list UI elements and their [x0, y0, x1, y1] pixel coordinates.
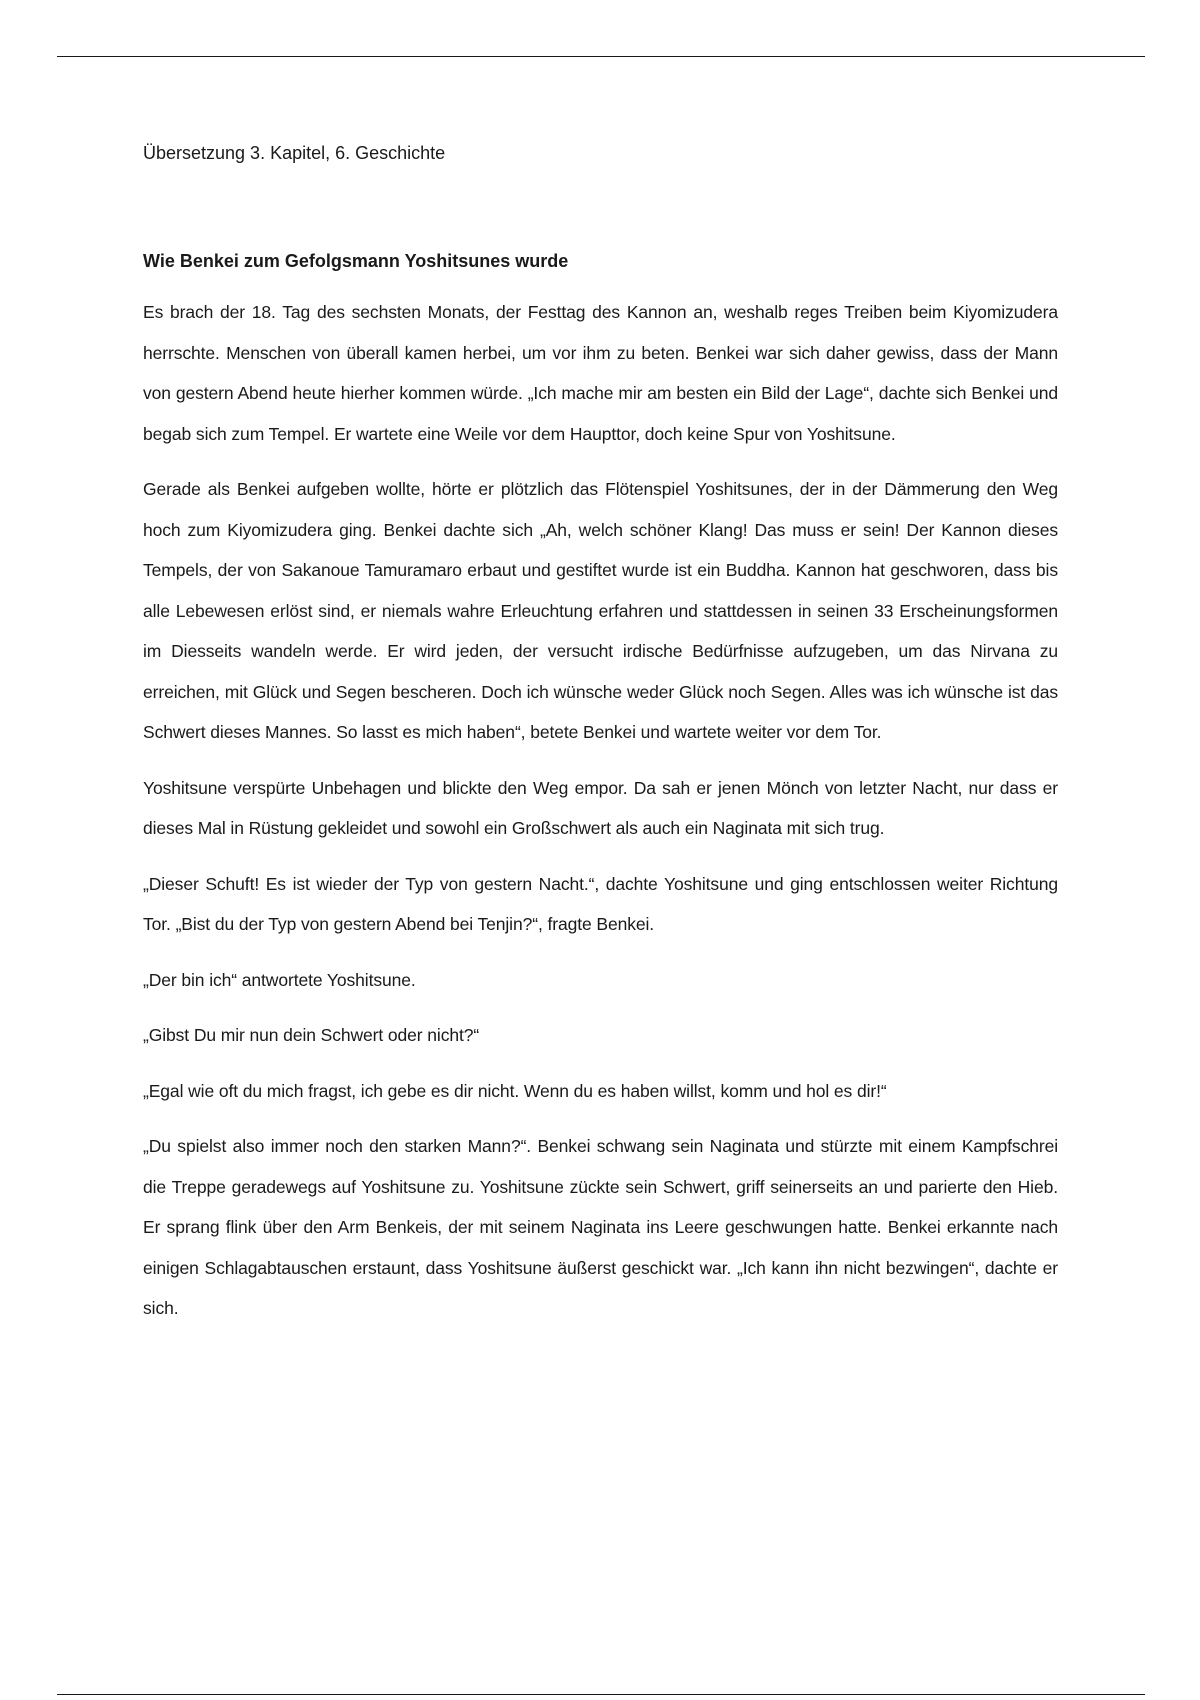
- paragraph: Yoshitsune verspürte Unbehagen und blickte den Weg empor. Da sah er jenen Mönch von letzter Nacht, nur dass er dieses Mal in Rüstung gekleidet und sowohl ein Großschwert als auch ein Naginata mit sich trug.: [143, 777, 1058, 838]
- header-rule: [57, 56, 1145, 57]
- paragraph: „Egal wie oft du mich fragst, ich gebe es dir nicht. Wenn du es haben willst, komm und hol es dir!“: [143, 1080, 887, 1101]
- document-subtitle: Übersetzung 3. Kapitel, 6. Geschichte: [143, 143, 446, 163]
- paragraph-list: [143, 292, 1058, 1329]
- paragraph: „Du spielst also immer noch den starken Mann?“. Benkei schwang sein Naginata und stürzte mit einem Kampfschrei die Treppe geradewegs auf Yoshitsune zu. Yoshitsune zückte sein Schwert, griff seinerseits an und parierte den Hieb. Er sprang flink über den Arm Benkeis, der mit seinem Naginata ins Leere geschwungen hatte. Benkei erkannte nach einigen Schlagabtauschen erstaunt, dass Yoshitsune äußerst geschickt war. „Ich kann ihn nicht bezwingen“, dachte er sich.: [143, 1136, 1058, 1318]
- paragraph: „Der bin ich“ antwortete Yoshitsune.: [143, 969, 416, 990]
- paragraph: „Gibst Du mir nun dein Schwert oder nicht?“: [143, 1025, 480, 1045]
- paragraph: „Dieser Schuft! Es ist wieder der Typ von gestern Nacht.“, dachte Yoshitsune und ging entschlossen weiter Richtung Tor. „Bist du der Typ von gestern Abend bei Tenjin?“, fragte Benkei.: [143, 873, 1058, 934]
- paragraph: Es brach der 18. Tag des sechsten Monats, der Festtag des Kannon an, weshalb reges Treiben beim Kiyomizudera herrschte. Menschen von überall kamen herbei, um vor ihm zu beten. Benkei war sich daher gewiss, dass der Mann von gestern Abend heute hierher kommen würde. „Ich mache mir am besten ein Bild der Lage“, dachte sich Benkei und begab sich zum Tempel. Er wartete eine Weile vor dem Haupttor, doch keine Spur von Yoshitsune.: [143, 302, 1058, 444]
- footer-rule: [57, 1694, 1145, 1695]
- document-body: [143, 142, 1058, 1344]
- document-title: Wie Benkei zum Gefolgsmann Yoshitsunes wurde: [143, 251, 569, 271]
- paragraph: Gerade als Benkei aufgeben wollte, hörte er plötzlich das Flötenspiel Yoshitsunes, der in der Dämmerung den Weg hoch zum Kiyomizudera ging. Benkei dachte sich „Ah, welch schöner Klang! Das muss er sein! Der Kannon dieses Tempels, der von Sakanoue Tamuramaro erbaut und gestiftet wurde ist ein Buddha. Kannon hat geschworen, dass bis alle Lebewesen erlöst sind, er niemals wahre Erleuchtung erfahren und stattdessen in seinen 33 Erscheinungsformen im Diesseits wandeln werde. Er wird jeden, der versucht irdische Bedürfnisse aufzugeben, um das Nirvana zu erreichen, mit Glück und Segen bescheren. Doch ich wünsche weder Glück noch Segen. Alles was ich wünsche ist das Schwert dieses Mannes. So lasst es mich haben“, betete Benkei und wartete weiter vor dem Tor.: [143, 479, 1058, 742]
